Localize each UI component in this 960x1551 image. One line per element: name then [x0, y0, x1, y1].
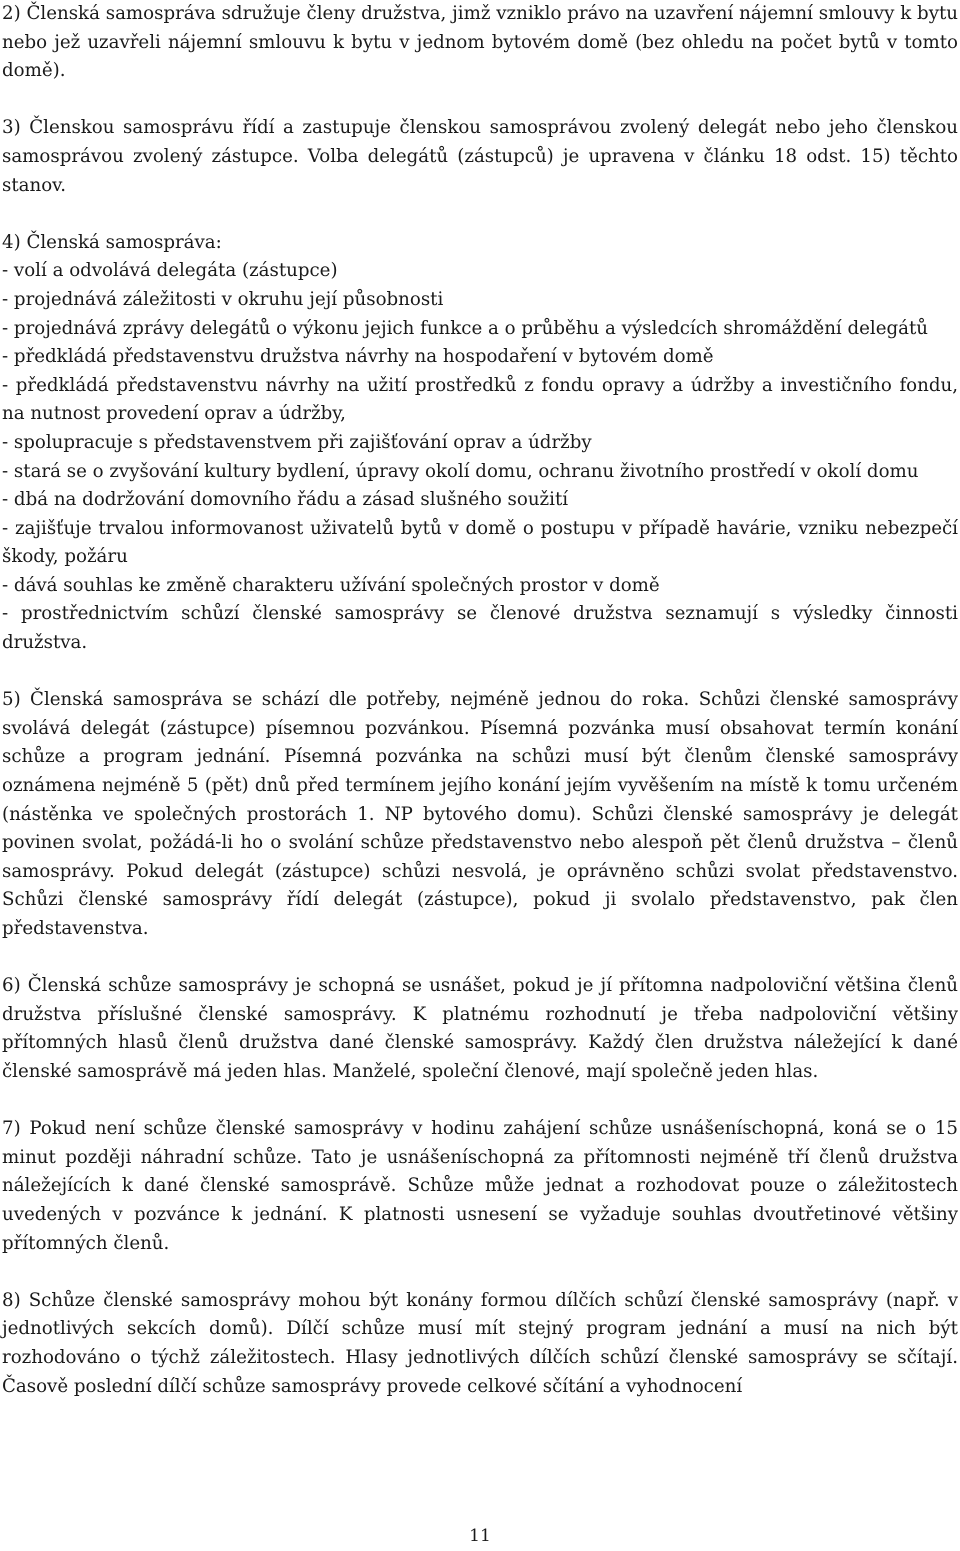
- list-item: - projednává záležitosti v okruhu její působnosti: [2, 288, 444, 310]
- paragraph-gap: [2, 1258, 958, 1287]
- paragraph-gap: [2, 658, 958, 687]
- paragraph-3: 3) Členskou samosprávu řídí a zastupuje členskou samosprávou zvolený delegát nebo jeho členskou samosprávou zvolený zástupce. Volba delegátů (zástupců) je upravena v článku 18 odst. 15) těchto stanov.: [2, 117, 958, 196]
- paragraph-6: 6) Členská schůze samosprávy je schopná se usnášet, pokud je jí přítomna nadpoloviční většina členů družstva příslušné členské samosprávy. K platnému rozhodnutí je třeba nadpoloviční většiny přítomných hlasů členů družstva dané členské samosprávy. Každý člen družstva náležející k dané členské samosprávě má jeden hlas. Manželé, společní členové, mají společně jeden hlas.: [2, 975, 958, 1082]
- list-item: - zajišťuje trvalou informovanost uživatelů bytů v domě o postupu v případě havárie, vzniku nebezpečí škody, požáru: [2, 517, 958, 568]
- paragraph-gap: [2, 1087, 958, 1116]
- paragraph-4: [2, 229, 958, 658]
- list-item: - předkládá představenstvu družstva návrhy na hospodaření v bytovém domě: [2, 346, 714, 368]
- paragraph-gap: [2, 200, 958, 229]
- paragraph-gap: [2, 86, 958, 115]
- list-item: - stará se o zvyšování kultury bydlení, úpravy okolí domu, ochranu životního prostředí v okolí domu: [2, 460, 919, 482]
- paragraph-7: 7) Pokud není schůze členské samosprávy v hodinu zahájení schůze usnášeníschopná, koná se o 15 minut později náhradní schůze. Tato je usnášeníschopná za přítomnosti nejméně tří členů družstva náležejících k dané členské samosprávě. Schůze může jednat a rozhodovat pouze o záležitostech uvedených v pozvánce k jednání. K platnosti usnesení se vyžaduje souhlas dvoutřetinové většiny přítomných členů.: [2, 1118, 958, 1254]
- list-item: - projednává zprávy delegátů o výkonu jejich funkce a o průběhu a výsledcích shromáždění delegátů: [2, 317, 928, 339]
- paragraph-gap: [2, 944, 958, 973]
- list-item: - prostřednictvím schůzí členské samosprávy se členové družstva seznamují s výsledky činnosti družstva.: [2, 603, 958, 654]
- paragraph-2: 2) Členská samospráva sdružuje členy družstva, jimž vzniklo právo na uzavření nájemní smlouvy k bytu nebo jež uzavřeli nájemní smlouvu k bytu v jednom bytovém domě (bez ohledu na počet bytů v tomto domě).: [2, 3, 958, 82]
- list-item: - předkládá představenstvu návrhy na užití prostředků z fondu opravy a údržby a investičního fondu, na nutnost provedení oprav a údržby,: [2, 374, 958, 425]
- list-item: - spolupracuje s představenstvem při zajišťování oprav a údržby: [2, 431, 592, 453]
- paragraph-4-intro: 4) Členská samospráva:: [2, 231, 222, 253]
- list-item: - volí a odvolává delegáta (zástupce): [2, 260, 338, 282]
- page-number: 11: [469, 1526, 491, 1546]
- paragraph-5: 5) Členská samospráva se schází dle potřeby, nejméně jednou do roka. Schůzi členské samosprávy svolává delegát (zástupce) písemnou pozvánkou. Písemná pozvánka musí obsahovat termín konání schůze a program jednání. Písemná pozvánka na schůzi musí být členům členské samosprávy oznámena nejméně 5 (pět) dnů před termínem jejího konání jejím vyvěšením na místě k tomu určeném (nástěnka ve společných prostorách 1. NP bytového domu). Schůzi členské samosprávy je delegát povinen svolat, požádá-li ho o svolání schůze představenstvo nebo alespoň pět členů družstva – členů samosprávy. Pokud delegát (zástupce) schůzi nesvolá, je oprávněno schůzi svolat představenstvo. Schůzi členské samosprávy řídí delegát (zástupce), pokud ji svolalo představenstvo, pak člen představenstva.: [2, 689, 958, 939]
- list-item: - dbá na dodržování domovního řádu a zásad slušného soužití: [2, 489, 569, 511]
- paragraph-8: 8) Schůze členské samosprávy mohou být konány formou dílčích schůzí členské samosprávy (např. v jednotlivých sekcích domů). Dílčí schůze musí mít stejný program jednání a musí na nich být rozhodováno o týchž záležitostech. Hlasy jednotlivých dílčích schůzí členské samosprávy se sčítají. Časově poslední dílčí schůze samosprávy provede celkové sčítání a vyhodnocení: [2, 1289, 958, 1397]
- list-item: - dává souhlas ke změně charakteru užívání společných prostor v domě: [2, 574, 660, 596]
